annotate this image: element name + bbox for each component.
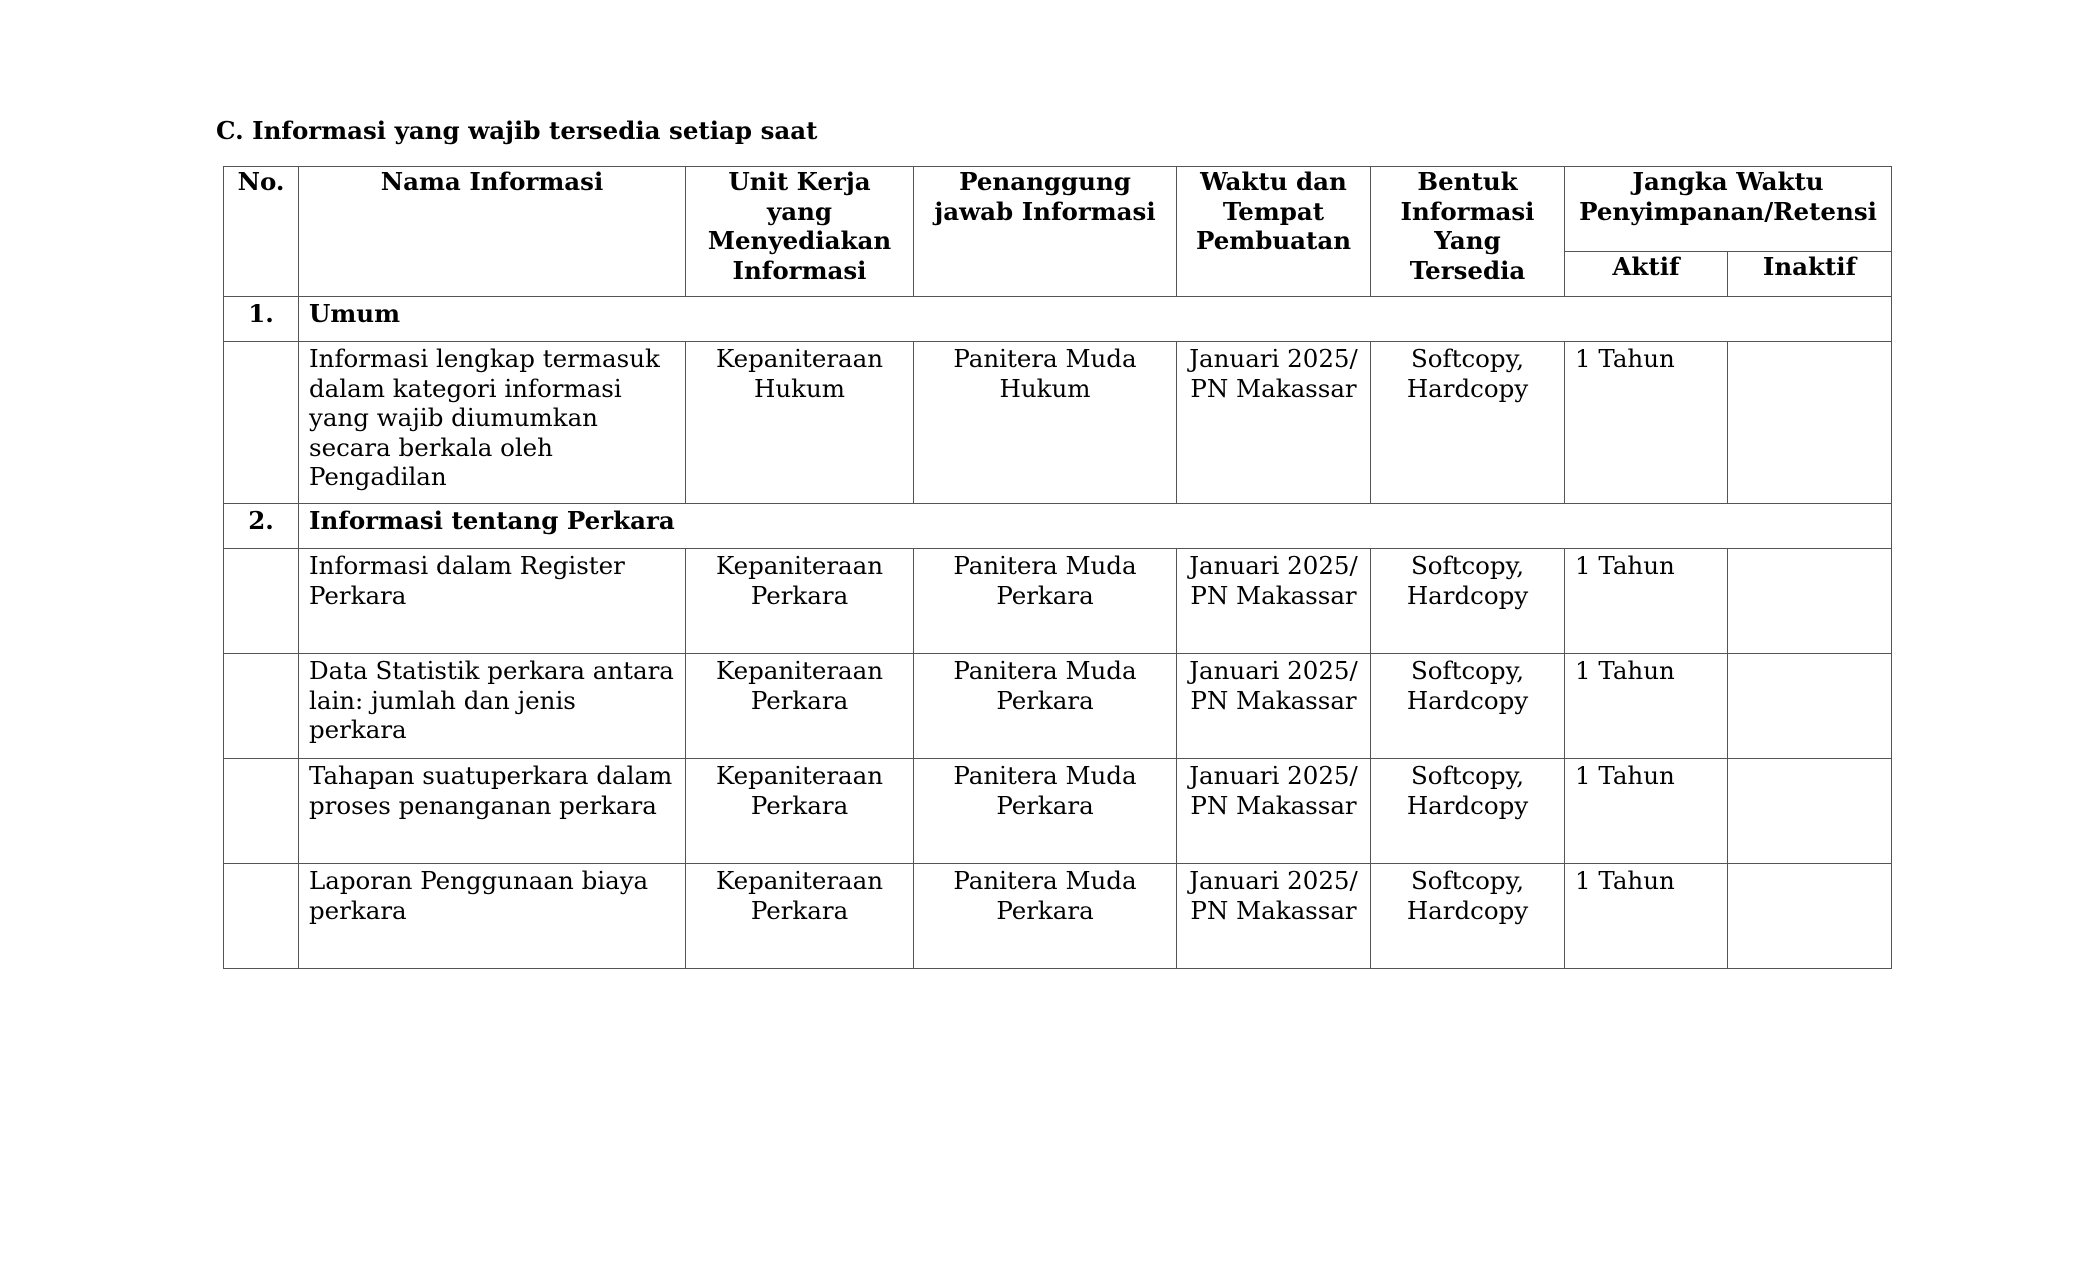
section-number: 2. <box>224 504 299 549</box>
cell-inaktif <box>1728 342 1892 504</box>
cell-penanggung-jawab: Panitera Muda Hukum <box>914 342 1177 504</box>
header-jangka-waktu: Jangka Waktu Penyimpanan/Retensi <box>1565 167 1892 252</box>
cell-unit-kerja: Kepaniteraan Perkara <box>686 759 914 864</box>
cell-waktu-tempat: Januari 2025/ PN Makassar <box>1177 759 1371 864</box>
table-row <box>224 759 1892 864</box>
cell-waktu-tempat: Januari 2025/ PN Makassar <box>1177 342 1371 504</box>
cell-unit-kerja: Kepaniteraan Perkara <box>686 654 914 759</box>
cell-inaktif <box>1728 549 1892 654</box>
cell-penanggung-jawab: Panitera Muda Perkara <box>914 654 1177 759</box>
cell-nama-informasi: Informasi dalam Register Perkara <box>299 549 686 654</box>
section-row-perkara <box>224 504 1892 549</box>
cell-nama-informasi: Tahapan suatuperkara dalam proses penanganan perkara <box>299 759 686 864</box>
cell-nama-informasi: Informasi lengkap termasuk dalam kategori informasi yang wajib diumumkan secara berkala oleh Pengadilan <box>299 342 686 504</box>
cell-bentuk-informasi: Softcopy, Hardcopy <box>1371 549 1565 654</box>
cell-nama-informasi: Data Statistik perkara antara lain: jumlah dan jenis perkara <box>299 654 686 759</box>
cell-no <box>224 864 299 969</box>
cell-bentuk-informasi: Softcopy, Hardcopy <box>1371 759 1565 864</box>
header-waktu-tempat: Waktu dan Tempat Pembuatan <box>1177 167 1371 297</box>
cell-waktu-tempat: Januari 2025/ PN Makassar <box>1177 864 1371 969</box>
cell-inaktif <box>1728 864 1892 969</box>
section-title-cell: Umum <box>299 297 1892 342</box>
section-number: 1. <box>224 297 299 342</box>
cell-nama-informasi: Laporan Penggunaan biaya perkara <box>299 864 686 969</box>
cell-waktu-tempat: Januari 2025/ PN Makassar <box>1177 654 1371 759</box>
cell-penanggung-jawab: Panitera Muda Perkara <box>914 549 1177 654</box>
section-title-cell: Informasi tentang Perkara <box>299 504 1892 549</box>
cell-inaktif <box>1728 759 1892 864</box>
information-table <box>223 166 1892 969</box>
cell-aktif: 1 Tahun <box>1565 864 1728 969</box>
cell-no <box>224 549 299 654</box>
cell-bentuk-informasi: Softcopy, Hardcopy <box>1371 654 1565 759</box>
cell-inaktif <box>1728 654 1892 759</box>
cell-aktif: 1 Tahun <box>1565 549 1728 654</box>
cell-unit-kerja: Kepaniteraan Hukum <box>686 342 914 504</box>
cell-bentuk-informasi: Softcopy, Hardcopy <box>1371 342 1565 504</box>
header-penanggung-jawab: Penanggung jawab Informasi <box>914 167 1177 297</box>
cell-aktif: 1 Tahun <box>1565 654 1728 759</box>
cell-no <box>224 759 299 864</box>
header-nama-informasi: Nama Informasi <box>299 167 686 297</box>
section-title: C. Informasi yang wajib tersedia setiap saat <box>216 116 818 145</box>
cell-bentuk-informasi: Softcopy, Hardcopy <box>1371 864 1565 969</box>
cell-aktif: 1 Tahun <box>1565 342 1728 504</box>
table-row <box>224 342 1892 504</box>
cell-aktif: 1 Tahun <box>1565 759 1728 864</box>
cell-no <box>224 342 299 504</box>
header-inaktif: Inaktif <box>1728 252 1892 297</box>
cell-unit-kerja: Kepaniteraan Perkara <box>686 864 914 969</box>
table-row <box>224 549 1892 654</box>
table-row <box>224 864 1892 969</box>
cell-unit-kerja: Kepaniteraan Perkara <box>686 549 914 654</box>
cell-no <box>224 654 299 759</box>
cell-penanggung-jawab: Panitera Muda Perkara <box>914 759 1177 864</box>
cell-penanggung-jawab: Panitera Muda Perkara <box>914 864 1177 969</box>
table-row <box>224 654 1892 759</box>
section-row-umum <box>224 297 1892 342</box>
header-unit-kerja: Unit Kerja yang Menyediakan Informasi <box>686 167 914 297</box>
header-aktif: Aktif <box>1565 252 1728 297</box>
cell-waktu-tempat: Januari 2025/ PN Makassar <box>1177 549 1371 654</box>
header-no: No. <box>224 167 299 297</box>
header-bentuk-informasi: Bentuk Informasi Yang Tersedia <box>1371 167 1565 297</box>
